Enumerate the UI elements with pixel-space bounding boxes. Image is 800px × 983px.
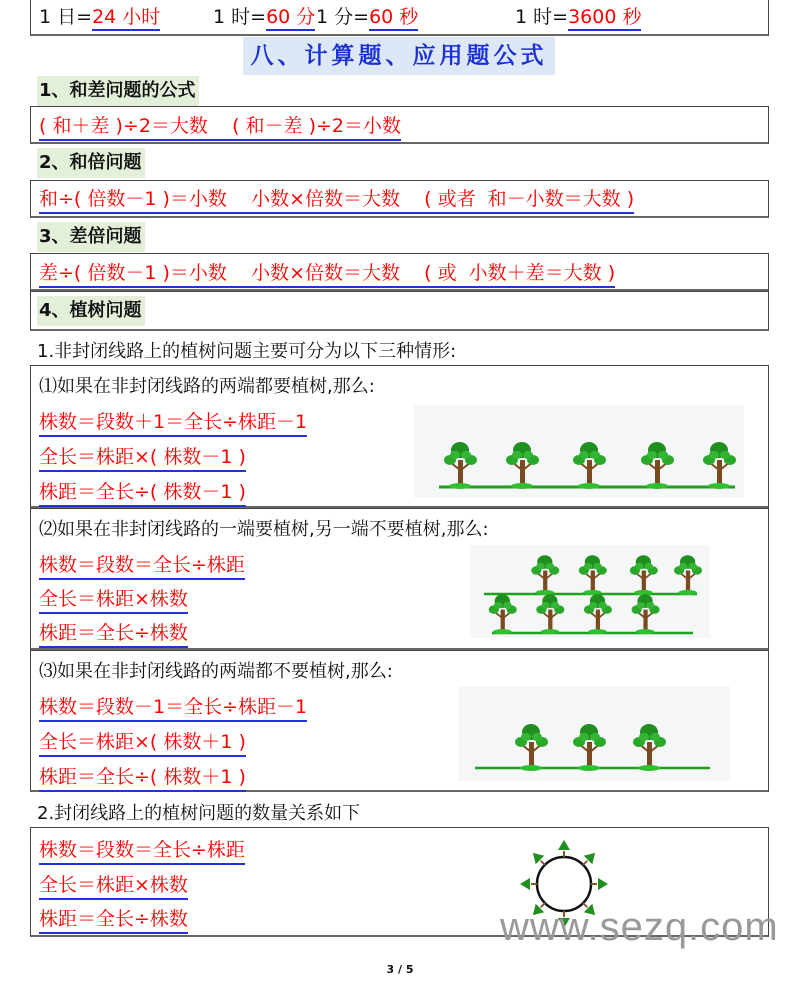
two-rows-trees-illustration bbox=[470, 545, 710, 638]
time-unit-hour-seconds: 1 时=3600 秒 bbox=[515, 5, 641, 29]
tree-rows-icon bbox=[470, 545, 710, 638]
case-label-one-end: ⑵如果在非封闭线路的一端要植树,另一端不要植树,那么: bbox=[39, 519, 489, 540]
formula-box-sum-difference bbox=[30, 106, 769, 144]
time-unit-hour: 1 时=60 分 bbox=[213, 5, 315, 29]
three-trees-illustration bbox=[458, 686, 730, 781]
case-label-neither-end: ⑶如果在非封闭线路的两端都不要植树,那么: bbox=[39, 661, 393, 682]
section-title: 八、计算题、应用题公式 bbox=[243, 37, 555, 75]
formula-line: 株距＝全长÷株数 bbox=[39, 907, 188, 934]
formula-box-sum-multiple bbox=[30, 180, 769, 218]
time-unit-day: 1 日=24 小时 bbox=[39, 5, 160, 29]
time-unit-minute: 1 分=60 秒 bbox=[316, 5, 418, 29]
formula-line: 株数＝段数－1＝全长÷株距－1 bbox=[39, 695, 307, 722]
formula-line: 株距＝全长÷( 株数＋1 ) bbox=[39, 765, 246, 792]
watermark: www.sezq.com bbox=[500, 905, 779, 949]
formula-box-difference-multiple bbox=[30, 253, 769, 291]
case-box-both-ends bbox=[30, 365, 769, 508]
time-units-box bbox=[30, 0, 769, 36]
heading-tree-planting: 4、植树问题 bbox=[37, 296, 145, 326]
heading-difference-multiple: 3、差倍问题 bbox=[37, 222, 145, 252]
formula-line: 株数＝段数＋1＝全长÷株距－1 bbox=[39, 410, 307, 437]
formula-difference-multiple: 差÷( 倍数－1 )＝小数 小数×倍数＝大数 ( 或 小数＋差＝大数 ) bbox=[39, 261, 615, 288]
page-number: 3 / 5 bbox=[386, 963, 414, 976]
formula-line: 株数＝段数＝全长÷株距 bbox=[39, 838, 245, 865]
formula-sum-difference: ( 和＋差 )÷2＝大数 ( 和－差 )÷2＝小数 bbox=[39, 114, 401, 141]
case-label-both-ends: ⑴如果在非封闭线路的两端都要植树,那么: bbox=[39, 376, 375, 397]
formula-line: 株距＝全长÷( 株数－1 ) bbox=[39, 480, 246, 507]
formula-line: 全长＝株距×株数 bbox=[39, 873, 188, 900]
tree-row-icon bbox=[414, 405, 744, 498]
heading-sum-difference: 1、和差问题的公式 bbox=[37, 76, 199, 106]
formula-line: 株数＝段数＝全长÷株距 bbox=[39, 553, 245, 580]
formula-line: 株距＝全长÷株数 bbox=[39, 621, 188, 648]
formula-line: 全长＝株距×( 株数－1 ) bbox=[39, 445, 246, 472]
five-trees-illustration bbox=[414, 405, 744, 498]
closed-route-intro: 2.封闭线路上的植树问题的数量关系如下 bbox=[37, 803, 361, 824]
formula-line: 全长＝株距×( 株数＋1 ) bbox=[39, 730, 246, 757]
tree-row-icon bbox=[458, 686, 730, 781]
formula-sum-multiple: 和÷( 倍数－1 )＝小数 小数×倍数＝大数 ( 或者 和－小数＝大数 ) bbox=[39, 187, 634, 214]
heading-sum-multiple: 2、和倍问题 bbox=[37, 148, 145, 178]
case-box-neither-end bbox=[30, 650, 769, 792]
open-route-intro: 1.非封闭线路上的植树问题主要可分为以下三种情形: bbox=[37, 341, 457, 362]
formula-line: 全长＝株距×株数 bbox=[39, 587, 188, 614]
case-box-one-end bbox=[30, 508, 769, 650]
